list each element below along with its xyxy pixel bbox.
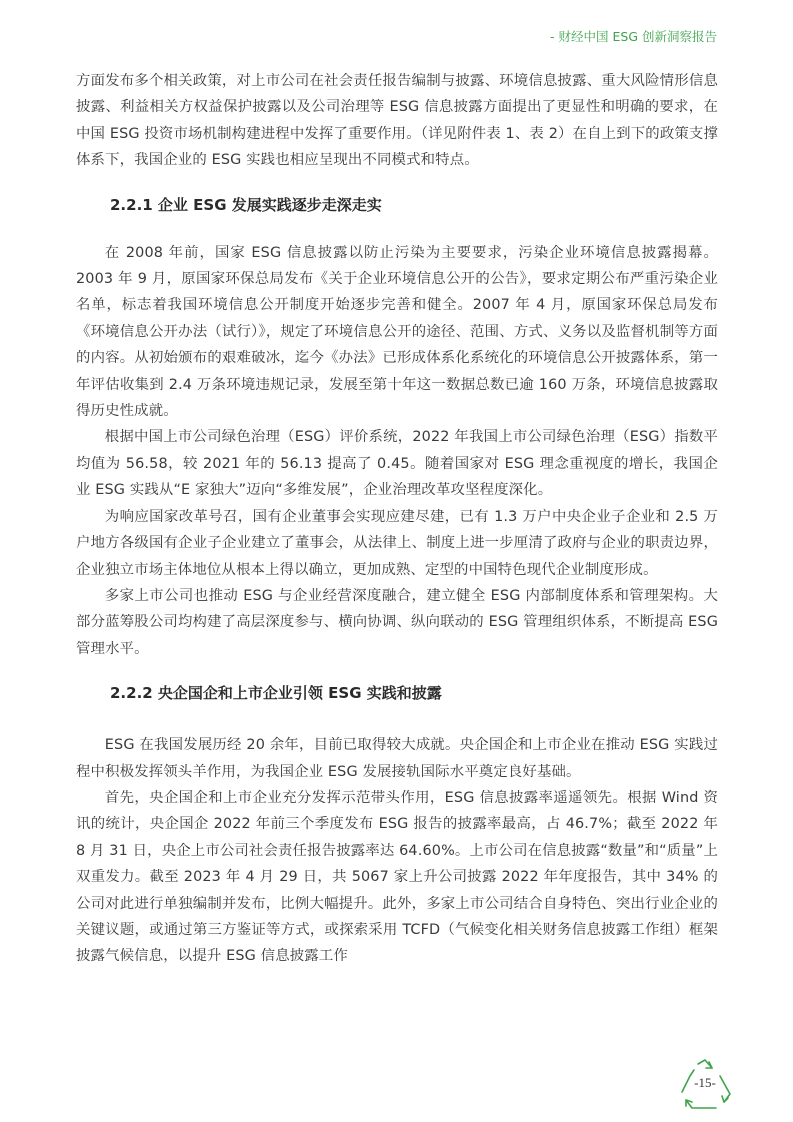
paragraph-disclosure-rate: 首先，央企国企和上市企业充分发挥示范带头作用，ESG 信息披露率遥遥领先。根据 Wind 资讯的统计，央企国企 2022 年前三个季度发布 ESG 报告的披露率最高，占 46.7%；截至 2022 年 8 月 31 日，央企上市公司社会责任报告披露率达 64.60%。上市公司在信息披露“数量”和“质量”上双重发力。截至 2023 年 4 月 29 日，共 5067 家上升公司披露 2022 年年度报告，其中 34% 的公司对此进行单独编制并发布，比例大幅提升。此外，多家上市公司结合自身特色、突出行业企业的关键议题，或通过第三方鉴证等方式，或探索采用 TCFD（气候变化相关财务信息披露工作组）框架披露气候信息，以提升 ESG 信息披露工作 xyxy=(76,789,718,965)
section-heading-2-2-1: 2.2.1 企业 ESG 发展实践逐步走深走实 xyxy=(110,195,382,214)
paragraph-2008-history: 在 2008 年前，国家 ESG 信息披露以防止污染为主要要求，污染企业环境信息披露揭幕。2003 年 9 月，原国家环保总局发布《关于企业环境信息公开的公告》，要求定期公布严重污染企业名单，标志着我国环境信息公开制度开始逐步完善和健全。2007 年 4 月，原国家环保总局发布《环境信息公开办法（试行）》，规定了环境信息公开的途径、范围、方式、义务以及监督机制等方面的内容。从初始颁布的艰难破冰，迄今《办法》已形成体系化系统化的环境信息公开披露体系，第一年评估收集到 2.4 万条环境违规记录，发展至第十年这一数据总数已逾 160 万条，环境信息披露取得历史性成就。 xyxy=(76,244,718,420)
main-content xyxy=(76,68,718,970)
report-header: - 财经中国 ESG 创新洞察报告 xyxy=(550,29,717,44)
paragraph-soe-boards: 为响应国家改革号召，国有企业董事会实现应建尽建，已有 1.3 万户中央企业子企业和 2.5 万户地方各级国有企业子企业建立了董事会，从法律上、制度上进一步厘清了政府与企业的职责边界，企业独立市场主体地位从根本上得以确立，更加成熟、定型的中国特色现代企业制度形成。 xyxy=(76,508,718,578)
paragraph-esg-20-years: ESG 在我国发展历经 20 余年，目前已取得较大成就。央企国企和上市企业在推动 ESG 实践过程中积极发挥领头羊作用，为我国企业 ESG 发展接轨国际水平奠定良好基础。 xyxy=(76,737,718,780)
paragraph-intro: 方面发布多个相关政策，对上市公司在社会责任报告编制与披露、环境信息披露、重大风险情形信息披露、利益相关方权益保护披露以及公司治理等 ESG 信息披露方面提出了更显性和明确的要求，在中国 ESG 投资市场机制构建进程中发挥了重要作用。（详见附件表 1、表 2）在自上到下的政策支撑体系下，我国企业的 ESG 实践也相应呈现出不同模式和特点。 xyxy=(76,73,718,169)
paragraph-listed-companies: 多家上市公司也推动 ESG 与企业经营深度融合，建立健全 ESG 内部制度体系和管理架构。大部分蓝筹股公司均构建了高层深度参与、横向协调、纵向联动的 ESG 管理组织体系，不断提高 ESG 管理水平。 xyxy=(76,587,718,657)
section-heading-2-2-2: 2.2.2 央企国企和上市企业引领 ESG 实践和披露 xyxy=(110,684,442,703)
page-number: -15- xyxy=(694,1075,716,1090)
paragraph-esg-index: 根据中国上市公司绿色治理（ESG）评价系统，2022 年我国上市公司绿色治理（ESG）指数平均值为 56.58，较 2021 年的 56.13 提高了 0.45。随着国家对 ESG 理念重视度的增长，我国企业 ESG 实践从“E 家独大”迈向“多维发展”，企业治理改革攻坚程度深化。 xyxy=(76,429,718,499)
page-number-badge xyxy=(676,1058,734,1112)
